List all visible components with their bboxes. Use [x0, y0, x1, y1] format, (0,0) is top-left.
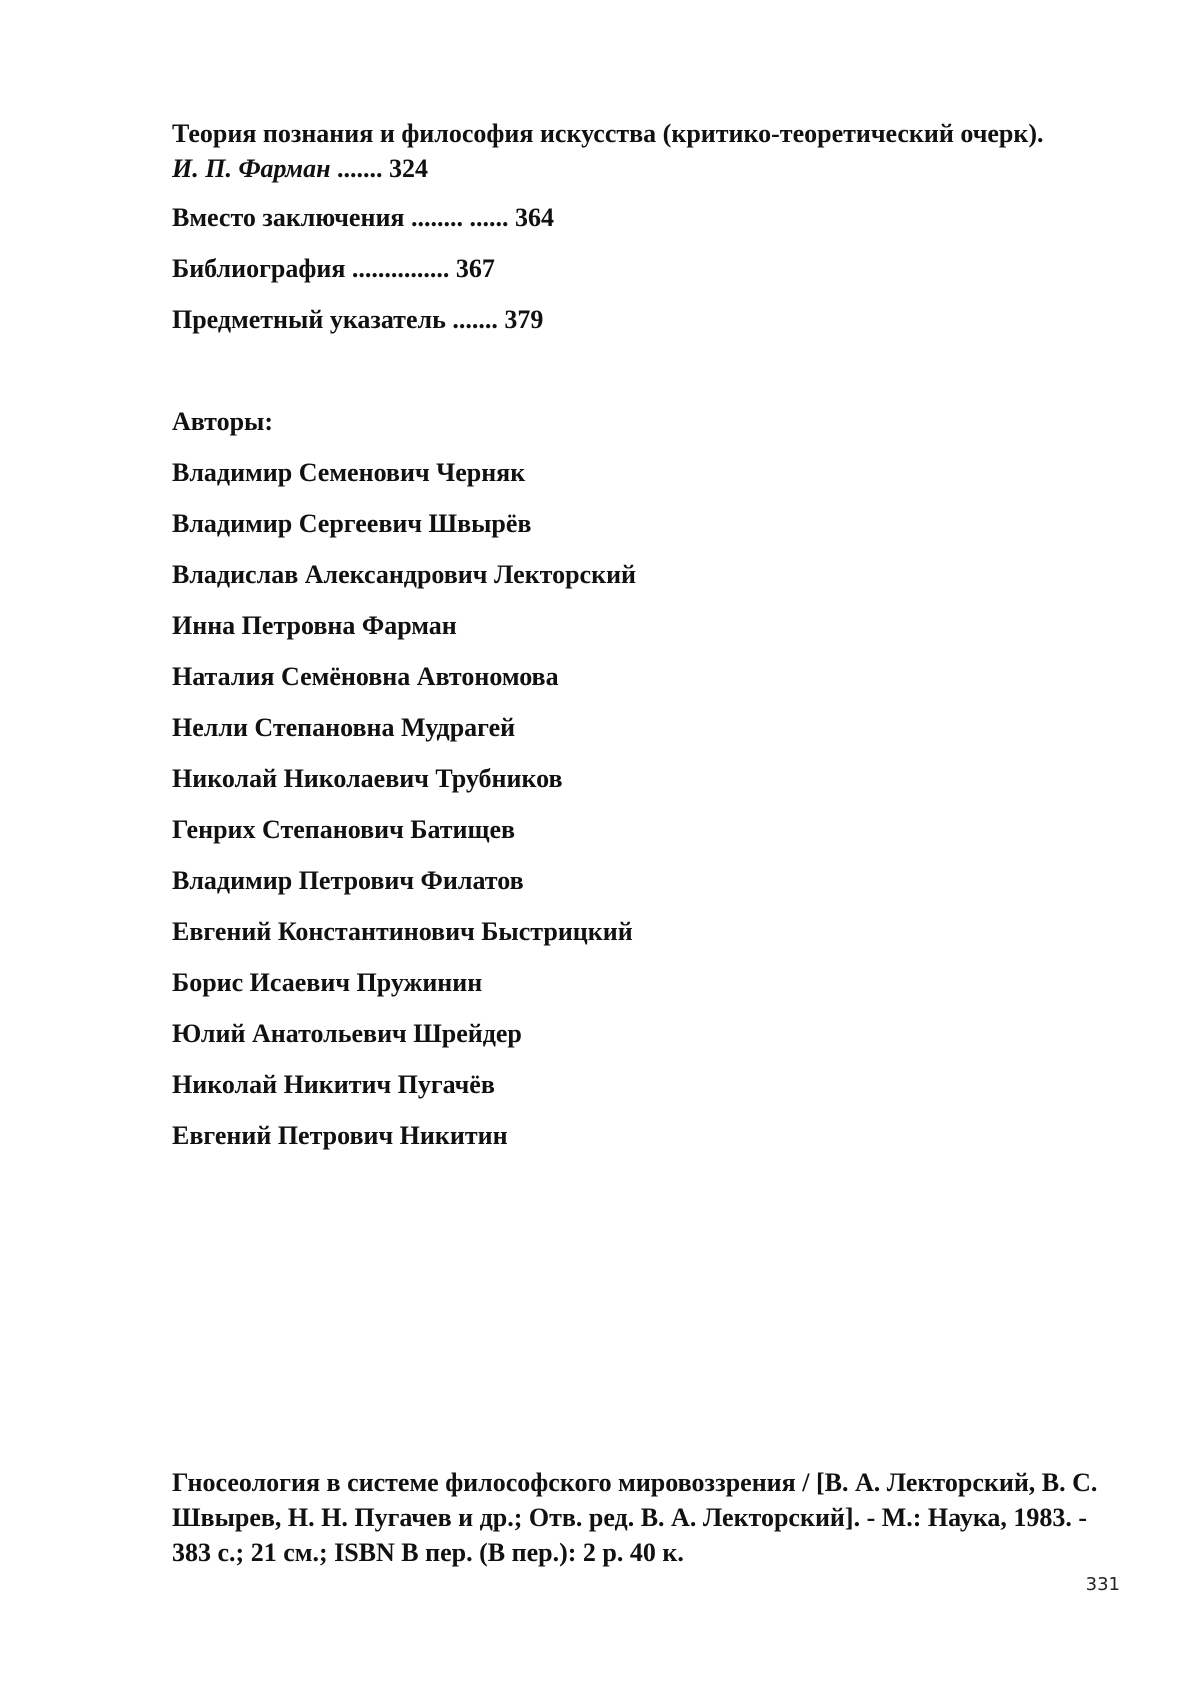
author-name: Евгений Константинович Быстрицкий — [172, 917, 633, 946]
author-name: Николай Николаевич Трубников — [172, 764, 563, 793]
author-name: Инна Петровна Фарман — [172, 611, 457, 640]
toc-entry-title: Теория познания и философия искусства (критико-теоретический очерк). — [172, 119, 1044, 148]
bibliographic-reference: Гносеология в системе философского мировоззрения / [В. А. Лекторский, В. С. Швырев, Н. Н. Пугачев и др.; Отв. ред. В. А. Лекторский]. - М.: Наука, 1983. - 383 с.; 21 см.; ISBN В пер. (В пер.): 2 р. 40 к. — [172, 1468, 1098, 1567]
page-number: 331 — [1085, 1574, 1120, 1595]
authors-heading: Авторы: — [172, 407, 274, 436]
author-name: Владимир Петрович Филатов — [172, 866, 524, 895]
toc-entry-conclusion: Вместо заключения ........ ...... 364 — [172, 203, 555, 232]
author-name: Владимир Семенович Черняк — [172, 458, 526, 487]
toc-entry-author: И. П. Фарман — [172, 154, 331, 183]
author-name: Владимир Сергеевич Швырёв — [172, 509, 532, 538]
toc-entry-page: ....... 324 — [337, 154, 429, 183]
author-name: Борис Исаевич Пружинин — [172, 968, 483, 997]
toc-entry-theory — [172, 116, 1052, 186]
author-name: Владислав Александрович Лекторский — [172, 560, 637, 589]
author-name: Нелли Степановна Мудрагей — [172, 713, 516, 742]
author-name: Юлий Анатольевич Шрейдер — [172, 1019, 522, 1048]
author-name: Генрих Степанович Батищев — [172, 815, 516, 844]
toc-entry-bibliography: Библиография ............... 367 — [172, 254, 495, 283]
toc-entry-subject-index: Предметный указатель ....... 379 — [172, 305, 544, 334]
author-name: Евгений Петрович Никитин — [172, 1121, 508, 1150]
author-name: Наталия Семёновна Автономова — [172, 662, 559, 691]
author-name: Николай Никитич Пугачёв — [172, 1070, 495, 1099]
